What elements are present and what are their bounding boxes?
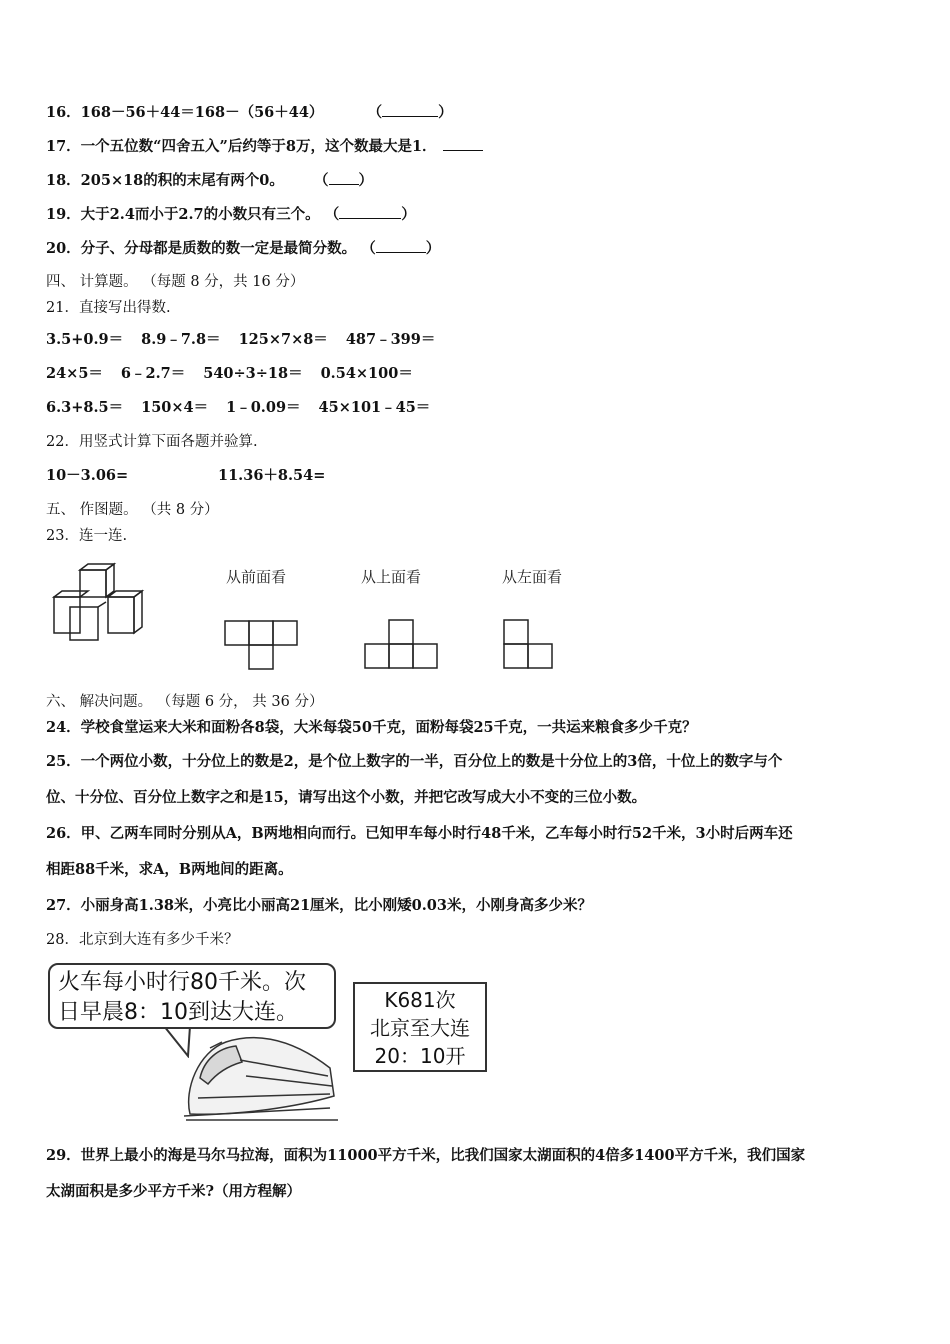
calc-item: 150×4＝ <box>141 399 209 416</box>
section-4-title: 四、 计算题。 （每题 8 分，共 16 分） <box>46 274 305 290</box>
calc-item: 6﹣2.7＝ <box>120 365 186 382</box>
train-illustration <box>180 1020 342 1122</box>
question-26-line-1: 26．甲、乙两车同时分别从A，B两地相向而行。已知甲车每小时行48千米，乙车每小时行52千米，3小时后两车还 <box>46 825 793 842</box>
top-view-figure[interactable] <box>362 618 442 670</box>
question-21: 21．直接写出得数. <box>46 300 171 316</box>
question-24: 24．学校食堂运来大米和面粉各8袋，大米每袋50千克，面粉每袋25千克，一共运来粮食多少千克？ <box>46 719 697 736</box>
question-26-line-2: 相距88千米，求A，B两地间的距离。 <box>46 861 293 878</box>
bubble-line-2: 日早晨8：10到达大连。 <box>58 1000 298 1025</box>
answer-blank[interactable] <box>443 136 483 151</box>
question-25-line-2: 位、十分位、百分位上数字之和是15，请写出这个小数，并把它改写成大小不变的三位小数。 <box>46 789 647 806</box>
calc-item: 487﹣399＝ <box>345 331 436 348</box>
section-5-title: 五、 作图题。 （共 8 分） <box>46 502 219 518</box>
calc-item: 540÷3÷18＝ <box>203 365 303 382</box>
answer-close-paren: ） <box>401 206 416 223</box>
question-25-line-1: 25．一个两位小数，十分位上的数是2，是个位上数字的一半，百分位上的数是十分位上的3倍，十位上的数字与个 <box>46 753 783 770</box>
vertical-calc-a: 10－3.06= <box>46 467 129 484</box>
question-22: 22．用竖式计算下面各题并验算. <box>46 434 258 450</box>
answer-blank[interactable] <box>382 102 438 117</box>
calc-item: 0.54×100＝ <box>320 365 413 382</box>
question-19-text: 19．大于2.4而小于2.7的小数只有三个。 <box>46 206 320 223</box>
section-6-title: 六、 解决问题。 （每题 6 分， 共 36 分） <box>46 694 324 710</box>
answer-open-paren: （ <box>361 240 376 257</box>
answer-open-paren: （ <box>324 206 340 223</box>
question-20 <box>46 238 440 259</box>
question-29-line-1: 29．世界上最小的海是马尔马拉海，面积为11000平方千米，比我们国家太湖面积的4倍多1400平方千米，我们国家 <box>46 1147 806 1164</box>
answer-close-paren: ） <box>358 172 373 189</box>
question-18-text: 18．205×18的积的末尾有两个0。 <box>46 172 284 189</box>
question-16 <box>46 102 453 123</box>
train-ticket <box>353 982 487 1072</box>
vertical-calc-b: 11.36＋8.54= <box>218 467 326 484</box>
calc-row-2 <box>46 364 431 384</box>
answer-blank[interactable] <box>329 170 359 185</box>
question-17 <box>46 136 483 157</box>
ticket-line-2: 北京至大连 <box>370 1016 470 1040</box>
question-19 <box>46 204 416 225</box>
ticket-line-3: 20：10开 <box>374 1044 466 1068</box>
calc-item: 6.3+8.5＝ <box>46 399 124 416</box>
question-18 <box>46 170 373 191</box>
ticket-line-1: K681次 <box>384 988 456 1012</box>
calc-item: 125×7×8＝ <box>238 331 328 348</box>
calc-row-3 <box>46 398 448 418</box>
front-view-figure[interactable] <box>222 618 302 670</box>
speech-bubble <box>48 963 336 1029</box>
answer-blank[interactable] <box>376 238 426 253</box>
answer-close-paren: ） <box>438 104 453 121</box>
answer-open-paren: （ <box>314 172 329 189</box>
calc-item: 1﹣0.09＝ <box>226 399 301 416</box>
question-17-text: 17．一个五位数“四舍五入”后约等于8万，这个数最大是1． <box>46 138 437 155</box>
top-view-label: 从上面看 <box>361 568 422 586</box>
question-29-line-2: 太湖面积是多少平方千米?（用方程解） <box>46 1183 301 1200</box>
calc-item: 8.9﹣7.8＝ <box>141 331 221 348</box>
question-27: 27．小丽身高1.38米，小亮比小丽高21厘米，比小刚矮0.03米，小刚身高多少米？ <box>46 897 592 914</box>
calc-row-1 <box>46 330 453 350</box>
left-view-label: 从左面看 <box>502 568 563 586</box>
bubble-tail <box>160 1026 200 1058</box>
front-view-label: 从前面看 <box>226 568 287 586</box>
answer-close-paren: ） <box>425 240 441 257</box>
question-28: 28．北京到大连有多少千米？ <box>46 932 239 948</box>
left-view-figure[interactable] <box>500 618 556 670</box>
cube-stack-figure <box>48 562 150 642</box>
question-16-text: 16．168－56＋44＝168－（56＋44） <box>46 104 324 121</box>
calc-item: 45×101﹣45＝ <box>318 399 431 416</box>
bubble-line-1: 火车每小时行80千米。次 <box>58 970 306 995</box>
calc-item: 3.5+0.9＝ <box>46 331 124 348</box>
calc-item: 24×5＝ <box>46 365 103 382</box>
answer-open-paren: （ <box>367 104 383 121</box>
question-20-text: 20．分子、分母都是质数的数一定是最简分数。 <box>46 240 357 257</box>
answer-blank[interactable] <box>339 204 401 219</box>
question-23: 23．连一连. <box>46 528 128 544</box>
